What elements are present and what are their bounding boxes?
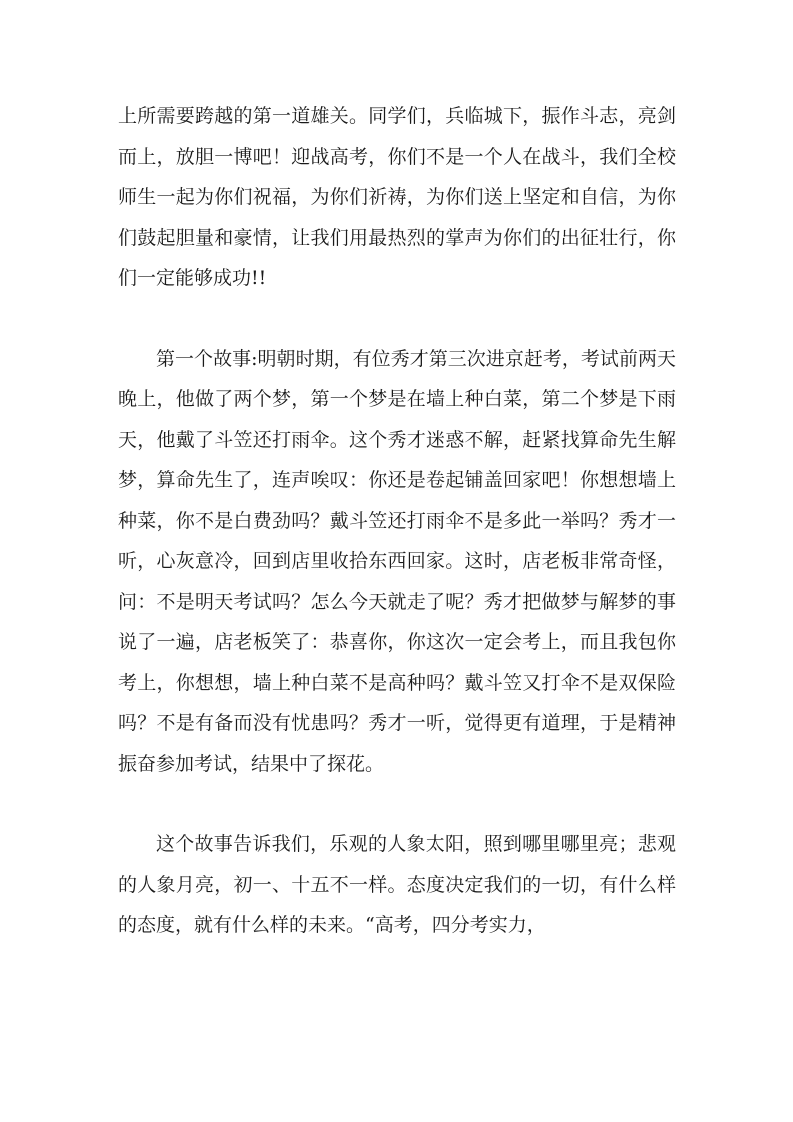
paragraph-encouragement: 上所需要跨越的第一道雄关。同学们，兵临城下，振作斗志，亮剑而上，放胆一博吧！迎战高考，你们不是一个人在战斗，我们全校师生一起为你们祝福，为你们祈祷，为你们送上坚定和自信，为你们鼓起胆量和豪情，让我们用最热烈的掌声为你们的出征壮行，你们一定能够成功!! xyxy=(118,105,676,289)
paragraph-story-moral: 这个故事告诉我们，乐观的人象太阳，照到哪里哪里亮；悲观的人象月亮，初一、十五不一样。态度决定我们的一切，有什么样的态度，就有什么样的未来。“高考，四分考实力， xyxy=(118,833,676,936)
document-body xyxy=(118,96,676,946)
paragraph-first-story: 第一个故事:明朝时期，有位秀才第三次进京赶考，考试前两天晚上，他做了两个梦，第一个梦是在墙上种白菜，第二个梦是下雨天，他戴了斗笠还打雨伞。这个秀才迷惑不解，赶紧找算命先生解梦，算命先生了，连声唉叹：你还是卷起铺盖回家吧！你想想墙上种菜，你不是白费劲吗？戴斗笠还打雨伞不是多此一举吗？秀才一听，心灰意冷，回到店里收拾东西回家。这时，店老板非常奇怪，问：不是明天考试吗？怎么今天就走了呢？秀才把做梦与解梦的事说了一遍，店老板笑了：恭喜你，你这次一定会考上，而且我包你考上，你想想，墙上种白菜不是高种吗？戴斗笠又打伞不是双保险吗？不是有备而没有忧患吗？秀才一听，觉得更有道理，于是精神振奋参加考试，结果中了探花。 xyxy=(118,347,676,775)
